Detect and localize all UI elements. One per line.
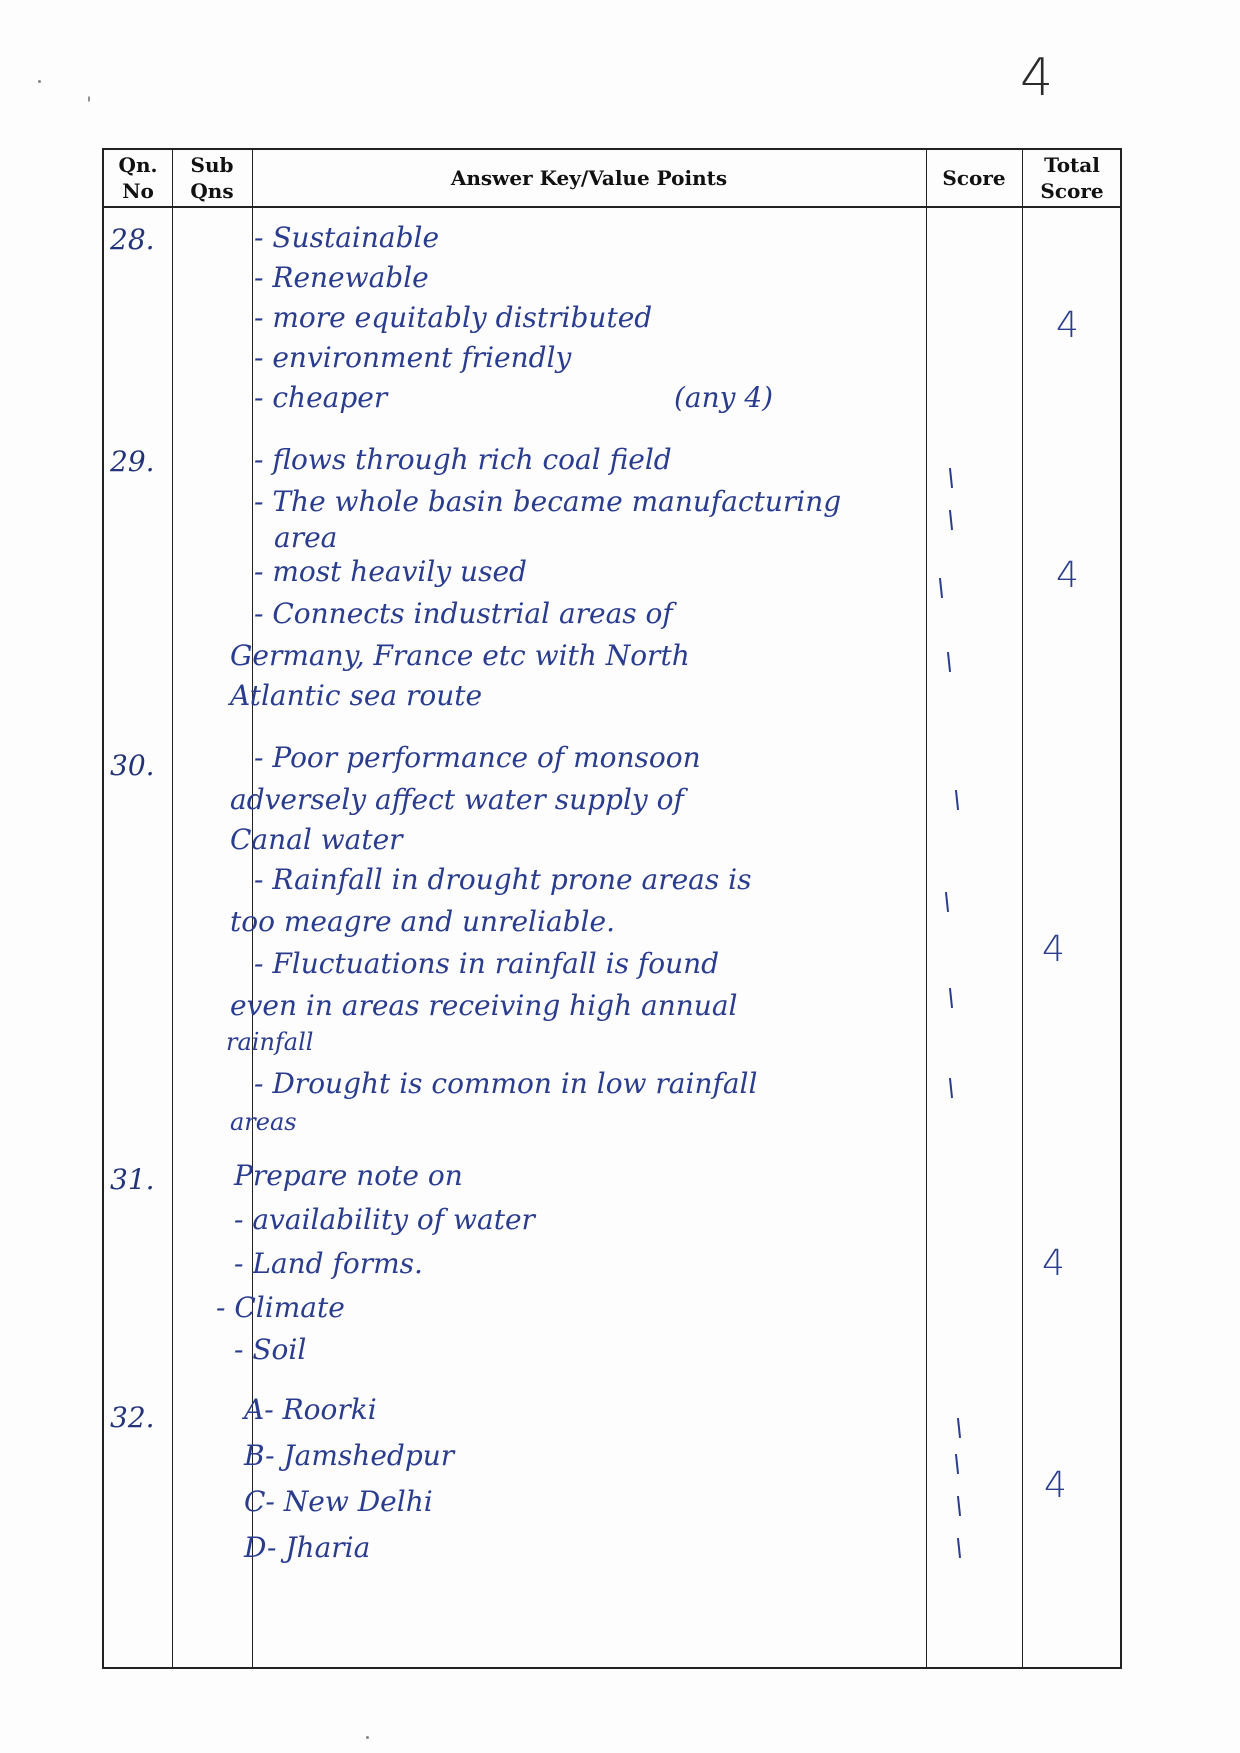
answer-line: A- Roorki <box>244 1393 377 1426</box>
header-divider <box>104 206 1120 208</box>
answer-line: Prepare note on <box>234 1159 463 1192</box>
column-divider <box>172 150 173 1667</box>
score-mark <box>945 892 949 912</box>
total-score: 4 <box>1042 1243 1065 1284</box>
column-divider <box>926 150 927 1667</box>
answer-line: - cheaper <box>254 381 388 414</box>
score-mark <box>939 578 943 598</box>
header-qn-no <box>104 150 172 206</box>
answer-line: - Soil <box>234 1333 307 1366</box>
header-total-score-label: Total Score <box>1040 153 1104 203</box>
header-answer-key-label: Answer Key/Value Points <box>450 166 728 190</box>
answer-line: Canal water <box>230 823 403 856</box>
total-score: 4 <box>1056 305 1079 346</box>
answer-line: - Drought is common in low rainfall <box>254 1067 758 1100</box>
header-score <box>926 150 1022 206</box>
answer-line: - most heavily used <box>254 555 527 588</box>
answer-key-table <box>102 148 1122 1669</box>
scan-speck <box>88 96 90 102</box>
question-number: 29. <box>110 445 155 478</box>
answer-line: adversely affect water supply of <box>230 783 684 816</box>
answer-line: - Fluctuations in rainfall is found <box>254 947 720 980</box>
scan-speck <box>366 1736 369 1739</box>
question-number: 32. <box>110 1401 155 1434</box>
score-mark <box>957 1418 961 1438</box>
answer-line: C- New Delhi <box>244 1485 433 1518</box>
header-score-label: Score <box>942 166 1006 190</box>
header-sub-qns-label: Sub Qns <box>190 153 234 203</box>
answer-line: D- Jharia <box>244 1531 371 1564</box>
answer-line: - The whole basin became manufacturing <box>254 485 842 518</box>
answer-line: - environment friendly <box>254 341 572 374</box>
score-mark <box>955 790 959 810</box>
answer-line: Atlantic sea route <box>230 679 483 712</box>
answer-line: - Connects industrial areas of <box>254 597 673 630</box>
score-mark <box>955 1454 959 1474</box>
answer-line: B- Jamshedpur <box>244 1439 455 1472</box>
answer-line: areas <box>230 1108 297 1136</box>
answer-line: - Renewable <box>254 261 429 294</box>
header-qn-no-label: Qn. No <box>118 153 158 203</box>
question-number: 31. <box>110 1163 155 1196</box>
scan-speck <box>38 80 41 83</box>
question-number: 28. <box>110 223 155 256</box>
header-sub-qns <box>172 150 252 206</box>
question-number: 30. <box>110 749 155 782</box>
answer-line: - Climate <box>216 1291 345 1324</box>
header-answer-key <box>252 150 926 206</box>
total-score: 4 <box>1056 555 1079 596</box>
score-mark <box>949 1078 953 1098</box>
answer-note: (any 4) <box>674 381 774 414</box>
answer-line: area <box>274 521 338 554</box>
score-mark <box>957 1538 961 1558</box>
score-mark <box>957 1496 961 1516</box>
score-mark <box>949 468 953 488</box>
total-score: 4 <box>1044 1465 1067 1506</box>
answer-line: Germany, France etc with North <box>230 639 690 672</box>
answer-line: - Land forms. <box>234 1247 423 1280</box>
page-number: 4 <box>1020 48 1054 108</box>
answer-line: - Rainfall in drought prone areas is <box>254 863 752 896</box>
header-total-score <box>1022 150 1122 206</box>
answer-line: - Sustainable <box>254 221 440 254</box>
score-mark <box>947 652 951 672</box>
total-score: 4 <box>1042 929 1065 970</box>
score-mark <box>949 988 953 1008</box>
answer-line: too meagre and unreliable. <box>230 905 615 938</box>
answer-line: - Poor performance of monsoon <box>254 741 701 774</box>
score-mark <box>949 510 953 530</box>
answer-line: - availability of water <box>234 1203 535 1236</box>
answer-line: - flows through rich coal field <box>254 443 672 476</box>
column-divider <box>1022 150 1023 1667</box>
answer-line: even in areas receiving high annual <box>230 989 738 1022</box>
answer-line: - more equitably distributed <box>254 301 653 334</box>
answer-line: rainfall <box>226 1028 314 1056</box>
